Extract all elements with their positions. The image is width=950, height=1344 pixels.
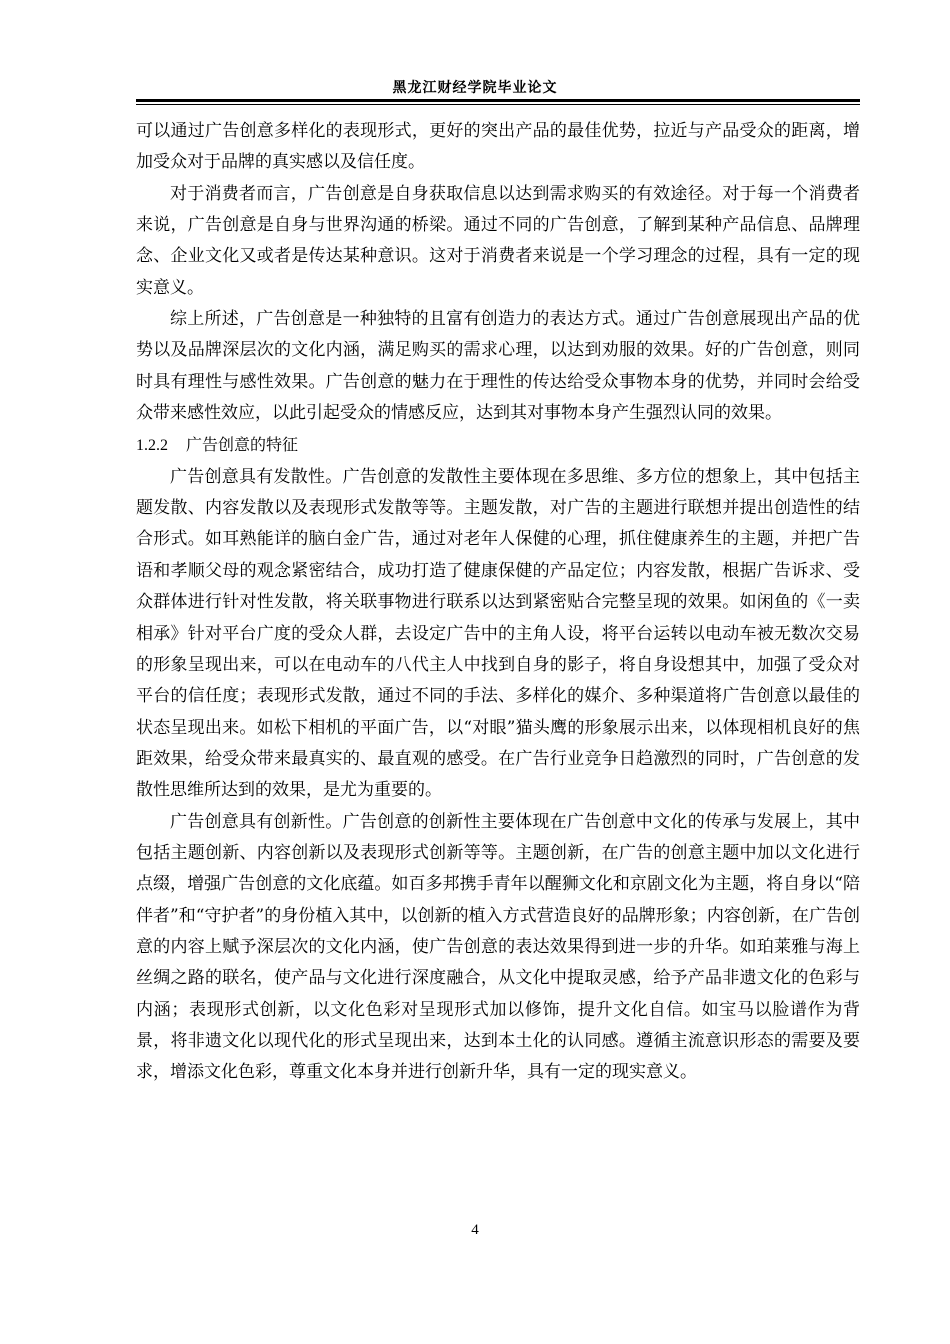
page-body xyxy=(136,116,860,1089)
body-paragraph: 对于消费者而言，广告创意是自身获取信息以达到需求购买的有效途径。对于每一个消费者来说，广告创意是自身与世界沟通的桥梁。通过不同的广告创意，了解到某种产品信息、品牌理念、企业文化又或者是传达某种意识。这对于消费者来说是一个学习理念的过程，具有一定的现实意义。 xyxy=(136,183,860,298)
body-paragraph: 广告创意具有创新性。广告创意的创新性主要体现在广告创意中文化的传承与发展上，其中包括主题创新、内容创新以及表现形式创新等等。主题创新，在广告的创意主题中加以文化进行点缀，增强广告创意的文化底蕴。如百多邦携手青年以醒狮文化和京剧文化为主题，将自身以“陪伴者”和“守护者”的身份植入其中，以创新的植入方式营造良好的品牌形象；内容创新，在广告创意的内容上赋予深层次的文化内涵，使广告创意的表达效果得到进一步的升华。如珀莱雅与海上丝绸之路的联名，使产品与文化进行深度融合，从文化中提取灵感，给予产品非遗文化的色彩与内涵；表现形式创新，以文化色彩对呈现形式加以修饰，提升文化自信。如宝马以脸谱作为背景，将非遗文化以现代化的形式呈现出来，达到本土化的认同感。遵循主流意识形态的需要及要求，增添文化色彩，尊重文化本身并进行创新升华，具有一定的现实意义。 xyxy=(136,811,860,1083)
section-number: 1.2.2 xyxy=(136,437,168,455)
header-title: 黑龙江财经学院毕业论文 xyxy=(392,80,558,96)
body-paragraph: 广告创意具有发散性。广告创意的发散性主要体现在多思维、多方位的想象上，其中包括主题发散、内容发散以及表现形式发散等等。主题发散，对广告的主题进行联想并提出创造性的结合形式。如耳熟能详的脑白金广告，通过对老年人保健的心理，抓住健康养生的主题，并把广告语和孝顺父母的观念紧密结合，成功打造了健康保健的产品定位；内容发散，根据广告诉求、受众群体进行针对性发散，将关联事物进行联系以达到紧密贴合完整呈现的效果。如闲鱼的《一卖相承》针对平台广度的受众人群，去设定广告中的主角人设，将平台运转以电动车被无数次交易的形象呈现出来，可以在电动车的八代主人中找到自身的影子，将自身设想其中，加强了受众对平台的信任度；表现形式发散，通过不同的手法、多样化的媒介、多种渠道将广告创意以最佳的状态呈现出来。如松下相机的平面广告，以“对眼”猫头鹰的形象展示出来，以体现相机良好的焦距效果，给受众带来最真实的、最直观的感受。在广告行业竞争日趋激烈的同时，广告创意的发散性思维所达到的效果，是尤为重要的。 xyxy=(136,466,860,801)
page-number: 4 xyxy=(471,1222,479,1238)
section-title: 广告创意的特征 xyxy=(186,435,299,455)
header-rule-thick xyxy=(136,99,860,102)
body-paragraph: 综上所述，广告创意是一种独特的且富有创造力的表达方式。通过广告创意展现出产品的优势以及品牌深层次的文化内涵，满足购买的需求心理，以达到劝服的效果。好的广告创意，则同时具有理性与感性效果。广告创意的魅力在于理性的传达给受众事物本身的优势，并同时会给受众带来感性效应，以此引起受众的情感反应，达到其对事物本身产生强烈认同的效果。 xyxy=(136,309,860,424)
body-paragraph: 可以通过广告创意多样化的表现形式，更好的突出产品的最佳优势，拉近与产品受众的距离，增加受众对于品牌的真实感以及信任度。 xyxy=(136,121,860,173)
section-heading xyxy=(136,429,860,461)
header-rule-thin xyxy=(136,104,860,105)
